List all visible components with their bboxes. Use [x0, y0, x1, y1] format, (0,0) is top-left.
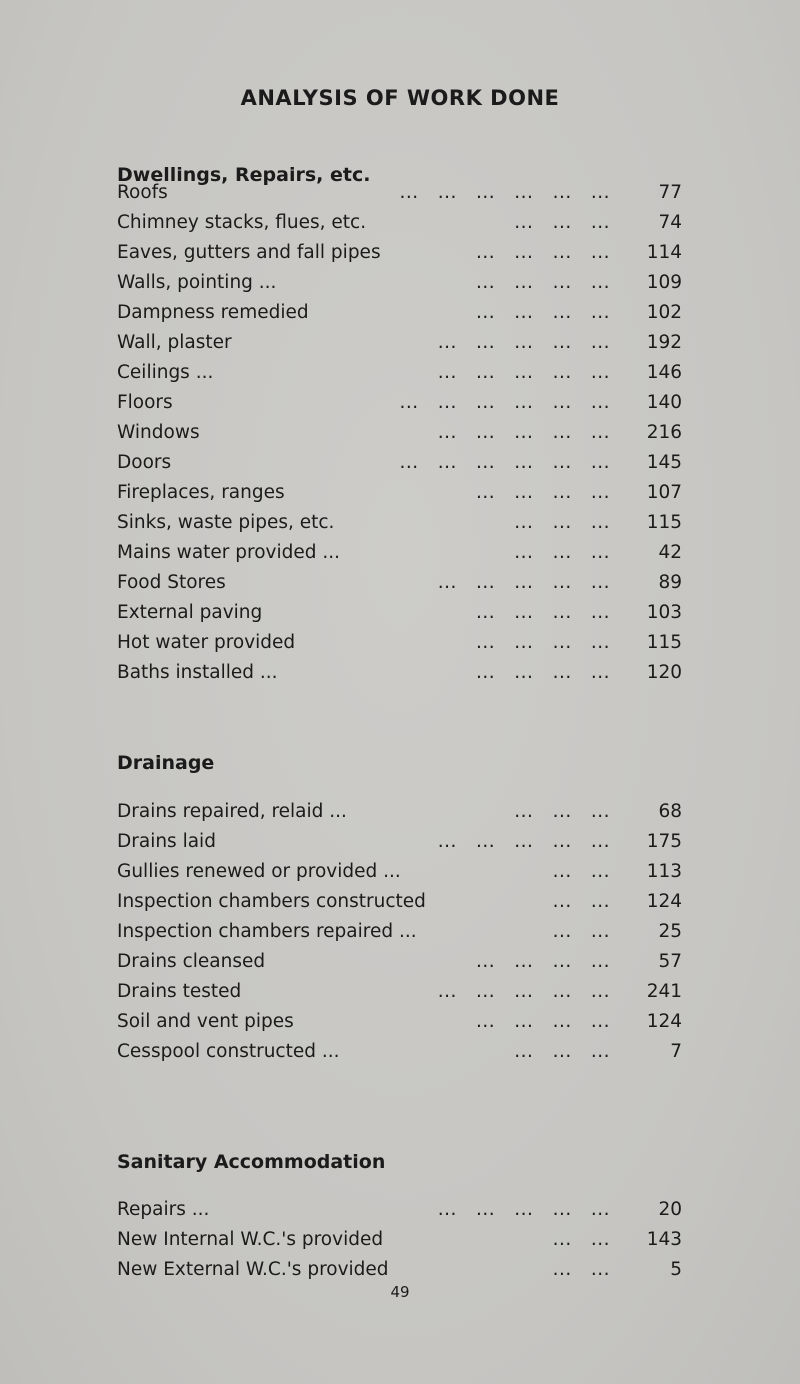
- row-value: 241: [646, 981, 682, 1002]
- leader-dots: ... ... ... ... ... ...: [399, 182, 610, 203]
- row-value: 120: [646, 662, 682, 683]
- row-label: External paving: [117, 602, 263, 623]
- row-value: 115: [646, 512, 682, 533]
- row-value: 115: [646, 632, 682, 653]
- row-label: Mains water provided ...: [117, 542, 341, 563]
- page-title: ANALYSIS OF WORK DONE: [240, 86, 560, 110]
- row-label: Roofs: [117, 182, 168, 203]
- row-value: 102: [646, 302, 682, 323]
- row-value: 42: [658, 542, 682, 563]
- table-row: [117, 538, 682, 568]
- row-label: Drains laid: [117, 831, 216, 852]
- row-label: Drains repaired, relaid ...: [117, 801, 347, 822]
- row-value: 7: [670, 1041, 682, 1062]
- row-label: Floors: [117, 392, 173, 413]
- row-value: 192: [646, 332, 682, 353]
- leader-dots: ... ... ... ... ...: [437, 981, 610, 1002]
- section-heading-dwellings: Dwellings, Repairs, etc.: [117, 164, 371, 186]
- row-label: New Internal W.C.'s provided: [117, 1229, 384, 1250]
- row-value: 145: [646, 452, 682, 473]
- row-value: 57: [658, 951, 682, 972]
- leader-dots: ... ... ... ...: [476, 482, 610, 503]
- row-label: Drains cleansed: [117, 951, 266, 972]
- table-row: [117, 628, 682, 658]
- table-row: [117, 208, 682, 238]
- table-row: [117, 178, 682, 208]
- table-row: [117, 917, 682, 947]
- row-label: Cesspool constructed ...: [117, 1041, 340, 1062]
- row-value: 74: [658, 212, 682, 233]
- row-label: Food Stores: [117, 572, 226, 593]
- row-value: 107: [646, 482, 682, 503]
- row-label: Fireplaces, ranges: [117, 482, 285, 503]
- leader-dots: ... ... ... ...: [476, 602, 610, 623]
- row-label: Inspection chambers repaired ...: [117, 921, 417, 942]
- table-row: [117, 658, 682, 688]
- row-value: 175: [646, 831, 682, 852]
- row-label: Gullies renewed or provided ...: [117, 861, 401, 882]
- table-row: [117, 238, 682, 268]
- leader-dots: ... ... ... ... ... ...: [399, 392, 610, 413]
- table-row: [117, 797, 682, 827]
- row-value: 77: [658, 182, 682, 203]
- row-value: 89: [658, 572, 682, 593]
- section-heading-drainage: Drainage: [117, 752, 215, 774]
- row-value: 25: [658, 921, 682, 942]
- row-label: Chimney stacks, flues, etc.: [117, 212, 367, 233]
- row-label: Sinks, waste pipes, etc.: [117, 512, 335, 533]
- table-row: [117, 598, 682, 628]
- leader-dots: ... ... ...: [514, 801, 610, 822]
- table-row: [117, 1037, 682, 1067]
- leader-dots: ... ... ... ... ...: [437, 572, 610, 593]
- leader-dots: ... ... ... ...: [476, 632, 610, 653]
- table-row: [117, 268, 682, 298]
- row-label: Walls, pointing ...: [117, 272, 277, 293]
- row-value: 20: [658, 1199, 682, 1220]
- row-value: 114: [646, 242, 682, 263]
- row-value: 109: [646, 272, 682, 293]
- table-row: [117, 388, 682, 418]
- leader-dots: ... ... ... ...: [476, 302, 610, 323]
- table-row: [117, 1225, 682, 1255]
- row-value: 140: [646, 392, 682, 413]
- row-value: 143: [646, 1229, 682, 1250]
- table-row: [117, 358, 682, 388]
- table-row: [117, 508, 682, 538]
- leader-dots: ... ...: [552, 1229, 610, 1250]
- row-label: Eaves, gutters and fall pipes: [117, 242, 381, 263]
- row-label: Windows: [117, 422, 200, 443]
- row-label: Wall, plaster: [117, 332, 232, 353]
- table-row: [117, 418, 682, 448]
- leader-dots: ... ... ... ... ...: [437, 332, 610, 353]
- table-row: [117, 947, 682, 977]
- leader-dots: ... ... ... ...: [476, 242, 610, 263]
- leader-dots: ... ...: [552, 891, 610, 912]
- row-label: Drains tested: [117, 981, 242, 1002]
- leader-dots: ... ... ... ...: [476, 272, 610, 293]
- leader-dots: ... ... ... ...: [476, 1011, 610, 1032]
- table-row: [117, 827, 682, 857]
- table-row: [117, 1255, 682, 1285]
- row-label: Inspection chambers constructed: [117, 891, 426, 912]
- leader-dots: ... ... ...: [514, 1041, 610, 1062]
- table-row: [117, 478, 682, 508]
- leader-dots: ... ...: [552, 861, 610, 882]
- table-row: [117, 568, 682, 598]
- leader-dots: ... ... ...: [514, 212, 610, 233]
- leader-dots: ... ... ...: [514, 512, 610, 533]
- page-number: 49: [390, 1283, 410, 1301]
- table-row: [117, 298, 682, 328]
- row-label: Doors: [117, 452, 172, 473]
- leader-dots: ... ... ... ... ...: [437, 831, 610, 852]
- table-row: [117, 1007, 682, 1037]
- row-value: 103: [646, 602, 682, 623]
- leader-dots: ... ... ... ... ...: [437, 1199, 610, 1220]
- table-row: [117, 328, 682, 358]
- row-label: Dampness remedied: [117, 302, 309, 323]
- row-value: 146: [646, 362, 682, 383]
- row-label: Ceilings ...: [117, 362, 214, 383]
- table-row: [117, 1195, 682, 1225]
- row-label: Repairs ...: [117, 1199, 210, 1220]
- row-label: Hot water provided: [117, 632, 296, 653]
- leader-dots: ... ... ...: [514, 542, 610, 563]
- row-value: 113: [646, 861, 682, 882]
- leader-dots: ... ...: [552, 921, 610, 942]
- leader-dots: ... ...: [552, 1259, 610, 1280]
- row-label: Soil and vent pipes: [117, 1011, 294, 1032]
- row-value: 68: [658, 801, 682, 822]
- leader-dots: ... ... ... ... ... ...: [399, 452, 610, 473]
- leader-dots: ... ... ... ... ...: [437, 422, 610, 443]
- row-label: New External W.C.'s provided: [117, 1259, 389, 1280]
- row-value: 124: [646, 891, 682, 912]
- table-row: [117, 448, 682, 478]
- row-value: 124: [646, 1011, 682, 1032]
- leader-dots: ... ... ... ...: [476, 951, 610, 972]
- row-label: Baths installed ...: [117, 662, 278, 683]
- table-row: [117, 977, 682, 1007]
- leader-dots: ... ... ... ... ...: [437, 362, 610, 383]
- table-row: [117, 887, 682, 917]
- row-value: 5: [670, 1259, 682, 1280]
- leader-dots: ... ... ... ...: [476, 662, 610, 683]
- row-value: 216: [646, 422, 682, 443]
- table-row: [117, 857, 682, 887]
- section-heading-sanitary: Sanitary Accommodation: [117, 1151, 386, 1173]
